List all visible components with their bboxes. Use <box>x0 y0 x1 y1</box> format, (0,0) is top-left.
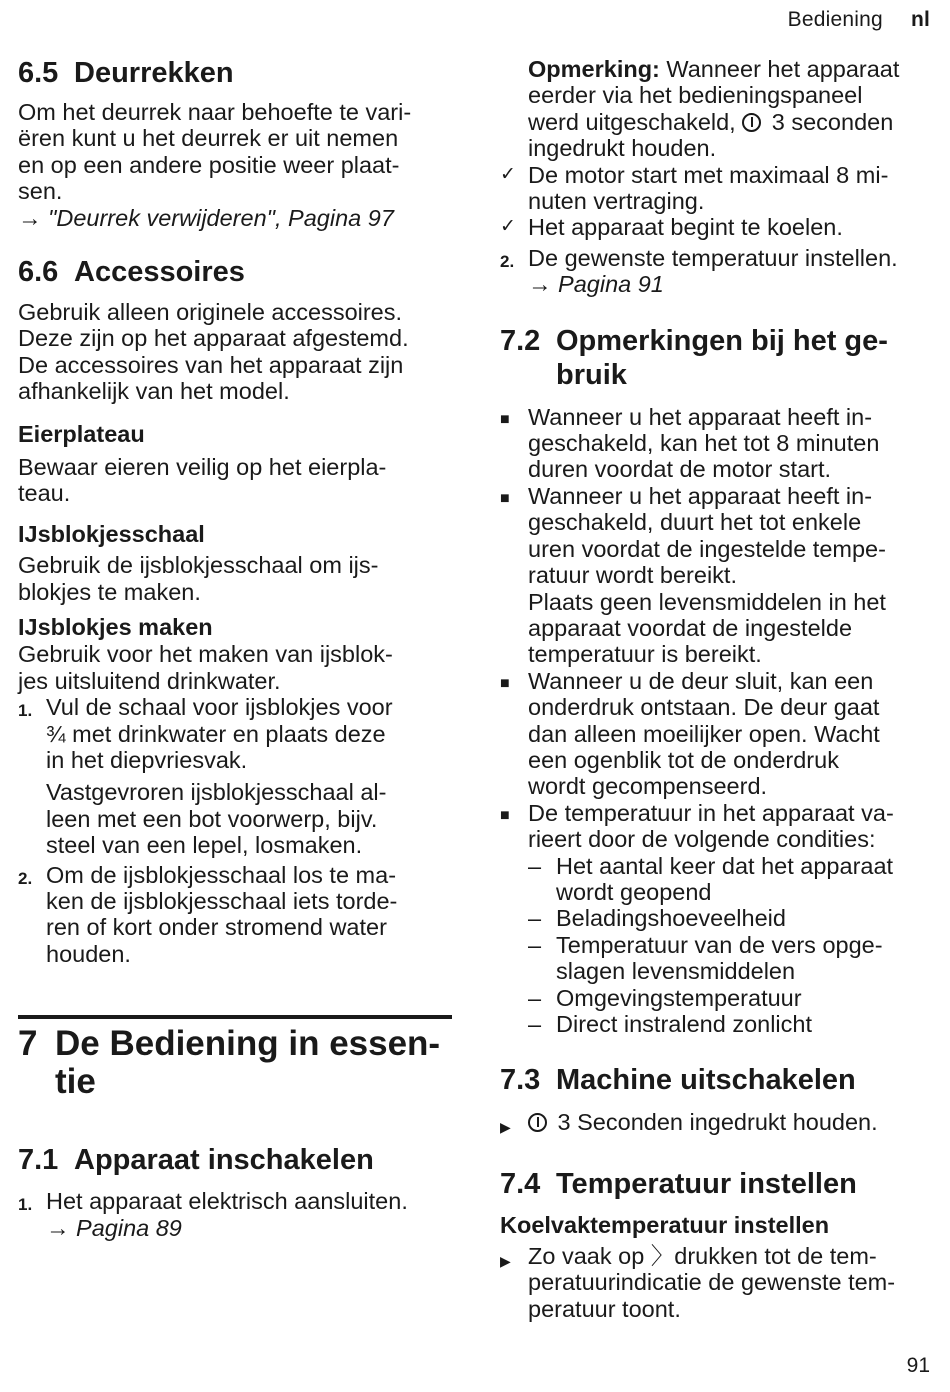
note-label: Opmerking: <box>528 56 660 82</box>
section-6-5-heading: 6.5 Deurrekken <box>18 57 234 89</box>
left-column <box>18 56 452 1241</box>
sub-list-item-text: Temperatuur van de vers opge- slagen levensmiddelen <box>556 931 883 985</box>
sub-list-item <box>528 985 936 1011</box>
dash-icon: – <box>528 852 542 879</box>
dash-icon: – <box>528 1011 542 1037</box>
step-1 <box>18 1188 452 1241</box>
section-7-1-heading: 7.1 Apparaat inschakelen <box>18 1144 374 1177</box>
sub-list-item-text: Direct instralend zonlicht <box>556 1011 812 1037</box>
list-item-text: Wanneer u het apparaat heeft in- geschakeld, kan het tot 8 minuten duren voordat de motor start. <box>528 403 880 483</box>
header-section: Bediening <box>787 8 883 31</box>
result-item <box>500 214 936 240</box>
step-text: Vul de schaal voor ijsblokjes voor ¾ met drinkwater en plaats deze in het diepvriesvak. <box>46 694 393 773</box>
list-item <box>500 404 936 483</box>
eierplateau-heading: Eierplateau <box>18 420 145 447</box>
section-6-6-text: Gebruik alleen originele accessoires. Deze zijn op het apparaat afgestemd. De accessoires van het apparaat zijn afhankelijk van het model. <box>18 299 409 405</box>
action-item <box>500 1109 936 1140</box>
note <box>500 56 936 162</box>
sub-list-item <box>528 905 936 931</box>
list-item-text: De temperatuur in het apparaat va- rieert door de volgende condities: <box>528 799 894 853</box>
right-column <box>500 56 936 1322</box>
section-6-6-heading: 6.6 Accessoires <box>18 256 245 289</box>
checkmark-icon: ✓ <box>500 163 516 185</box>
sub-list-item <box>528 932 936 985</box>
list-item-text: Wanneer u de deur sluit, kan een onderdruk ontstaan. De deur gaat dan alleen moeilijker open. Wacht een ogenblik tot de onderdruk wordt gecompenseerd. <box>528 667 880 800</box>
action-text: 3 Seconden ingedrukt houden. <box>551 1109 878 1136</box>
chapter-7-heading: 7 De Bediening in essen- tie <box>18 1024 441 1102</box>
ijsblokjes-maken-heading: IJsblokjes maken <box>18 614 213 641</box>
result-text: De motor start met maximaal 8 mi- nuten vertraging. <box>528 161 889 215</box>
header-language: nl <box>910 8 930 31</box>
pagina-89-link[interactable]: → Pagina 89 <box>46 1214 182 1241</box>
bullet-icon: ■ <box>500 674 510 692</box>
sub-list-item-text: Het aantal keer dat het apparaat wordt geopend <box>556 852 894 905</box>
eierplateau-text: Bewaar eieren veilig op het eierpla- teau. <box>18 453 387 507</box>
result-item <box>500 162 936 215</box>
deurrek-link[interactable]: → "Deurrek verwijderen", Pagina 97 <box>18 204 394 231</box>
step-2 <box>500 245 936 298</box>
note-text-end: 3 seconden ingedrukt houden. <box>528 108 894 162</box>
step-number: 2. <box>18 868 33 888</box>
step-note: Vastgevroren ijsblokjesschaal al- leen met een bot voorwerp, bijv. steel van een lepel, losmaken. <box>46 779 387 859</box>
step-number: 1. <box>18 1195 33 1215</box>
list-item <box>500 483 936 668</box>
koelvak-heading: Koelvaktemperatuur instellen <box>500 1211 830 1238</box>
page-number: 91 <box>906 1354 930 1377</box>
pagina-91-link[interactable]: → Pagina 91 <box>528 271 664 298</box>
page-header <box>788 8 930 32</box>
dash-icon: – <box>528 984 542 1011</box>
ijsblokjes-maken-text: Gebruik voor het maken van ijsblok- jes uitsluitend drinkwater. <box>18 641 393 694</box>
action-item <box>500 1243 936 1322</box>
step-1 <box>18 694 452 858</box>
sub-list-item <box>528 1011 936 1037</box>
bullet-icon: ■ <box>500 806 510 824</box>
step-number: 1. <box>18 701 33 721</box>
section-7-2-heading: 7.2 Opmerkingen bij het ge- bruik <box>500 324 888 391</box>
note-text: Wanneer het apparaat eerder via het bedieningspaneel werd uitgeschakeld, <box>528 56 900 135</box>
sub-list-item-text: Beladingshoeveelheid <box>556 905 786 932</box>
step-text: Het apparaat elektrisch aansluiten. <box>46 1188 408 1215</box>
bullet-icon: ■ <box>500 410 510 428</box>
step-number: 2. <box>500 251 515 271</box>
triangle-right-icon: ▶ <box>500 1252 511 1269</box>
ijsblokjesschaal-text: Gebruik de ijsblokjesschaal om ijs- blokjes te maken. <box>18 552 379 605</box>
checkmark-icon: ✓ <box>500 216 516 238</box>
ijsblokjesschaal-heading: IJsblokjesschaal <box>18 521 205 548</box>
step-text: De gewenste temperatuur instellen. <box>528 244 898 271</box>
step-2 <box>18 862 452 968</box>
dash-icon: – <box>528 905 542 932</box>
bullet-icon: ■ <box>500 489 510 507</box>
power-icon <box>742 113 761 132</box>
sub-list-item-text: Omgevingstemperatuur <box>556 984 802 1011</box>
action-text: Zo vaak op 〉drukken tot de tem- peratuurindicatie de gewenste tem- peratuur toont. <box>528 1242 896 1322</box>
list-item <box>500 668 936 800</box>
power-icon <box>528 1113 547 1132</box>
dash-icon: – <box>528 931 542 958</box>
section-7-4-heading: 7.4 Temperatuur instellen <box>500 1167 857 1200</box>
list-item-text: Wanneer u het apparaat heeft in- geschakeld, duurt het tot enkele uren voordat de ingestelde tempe- ratuur wordt bereikt. Plaats geen levensmiddelen in het apparaat voordat de ingestelde temperatuur is bereikt. <box>528 482 886 668</box>
section-7-3-heading: 7.3 Machine uitschakelen <box>500 1064 856 1097</box>
result-text: Het apparaat begint te koelen. <box>528 214 843 241</box>
triangle-right-icon: ▶ <box>500 1119 511 1136</box>
list-item <box>500 800 936 853</box>
sub-list-item <box>528 853 936 906</box>
step-text: Om de ijsblokjesschaal los te ma- ken de ijsblokjesschaal iets torde- ren of kort onder stromend water houden. <box>46 861 398 967</box>
section-6-5-text: Om het deurrek naar behoefte te vari- ëren kunt u het deurrek er uit nemen en op een andere positie weer plaat- sen. <box>18 99 412 205</box>
